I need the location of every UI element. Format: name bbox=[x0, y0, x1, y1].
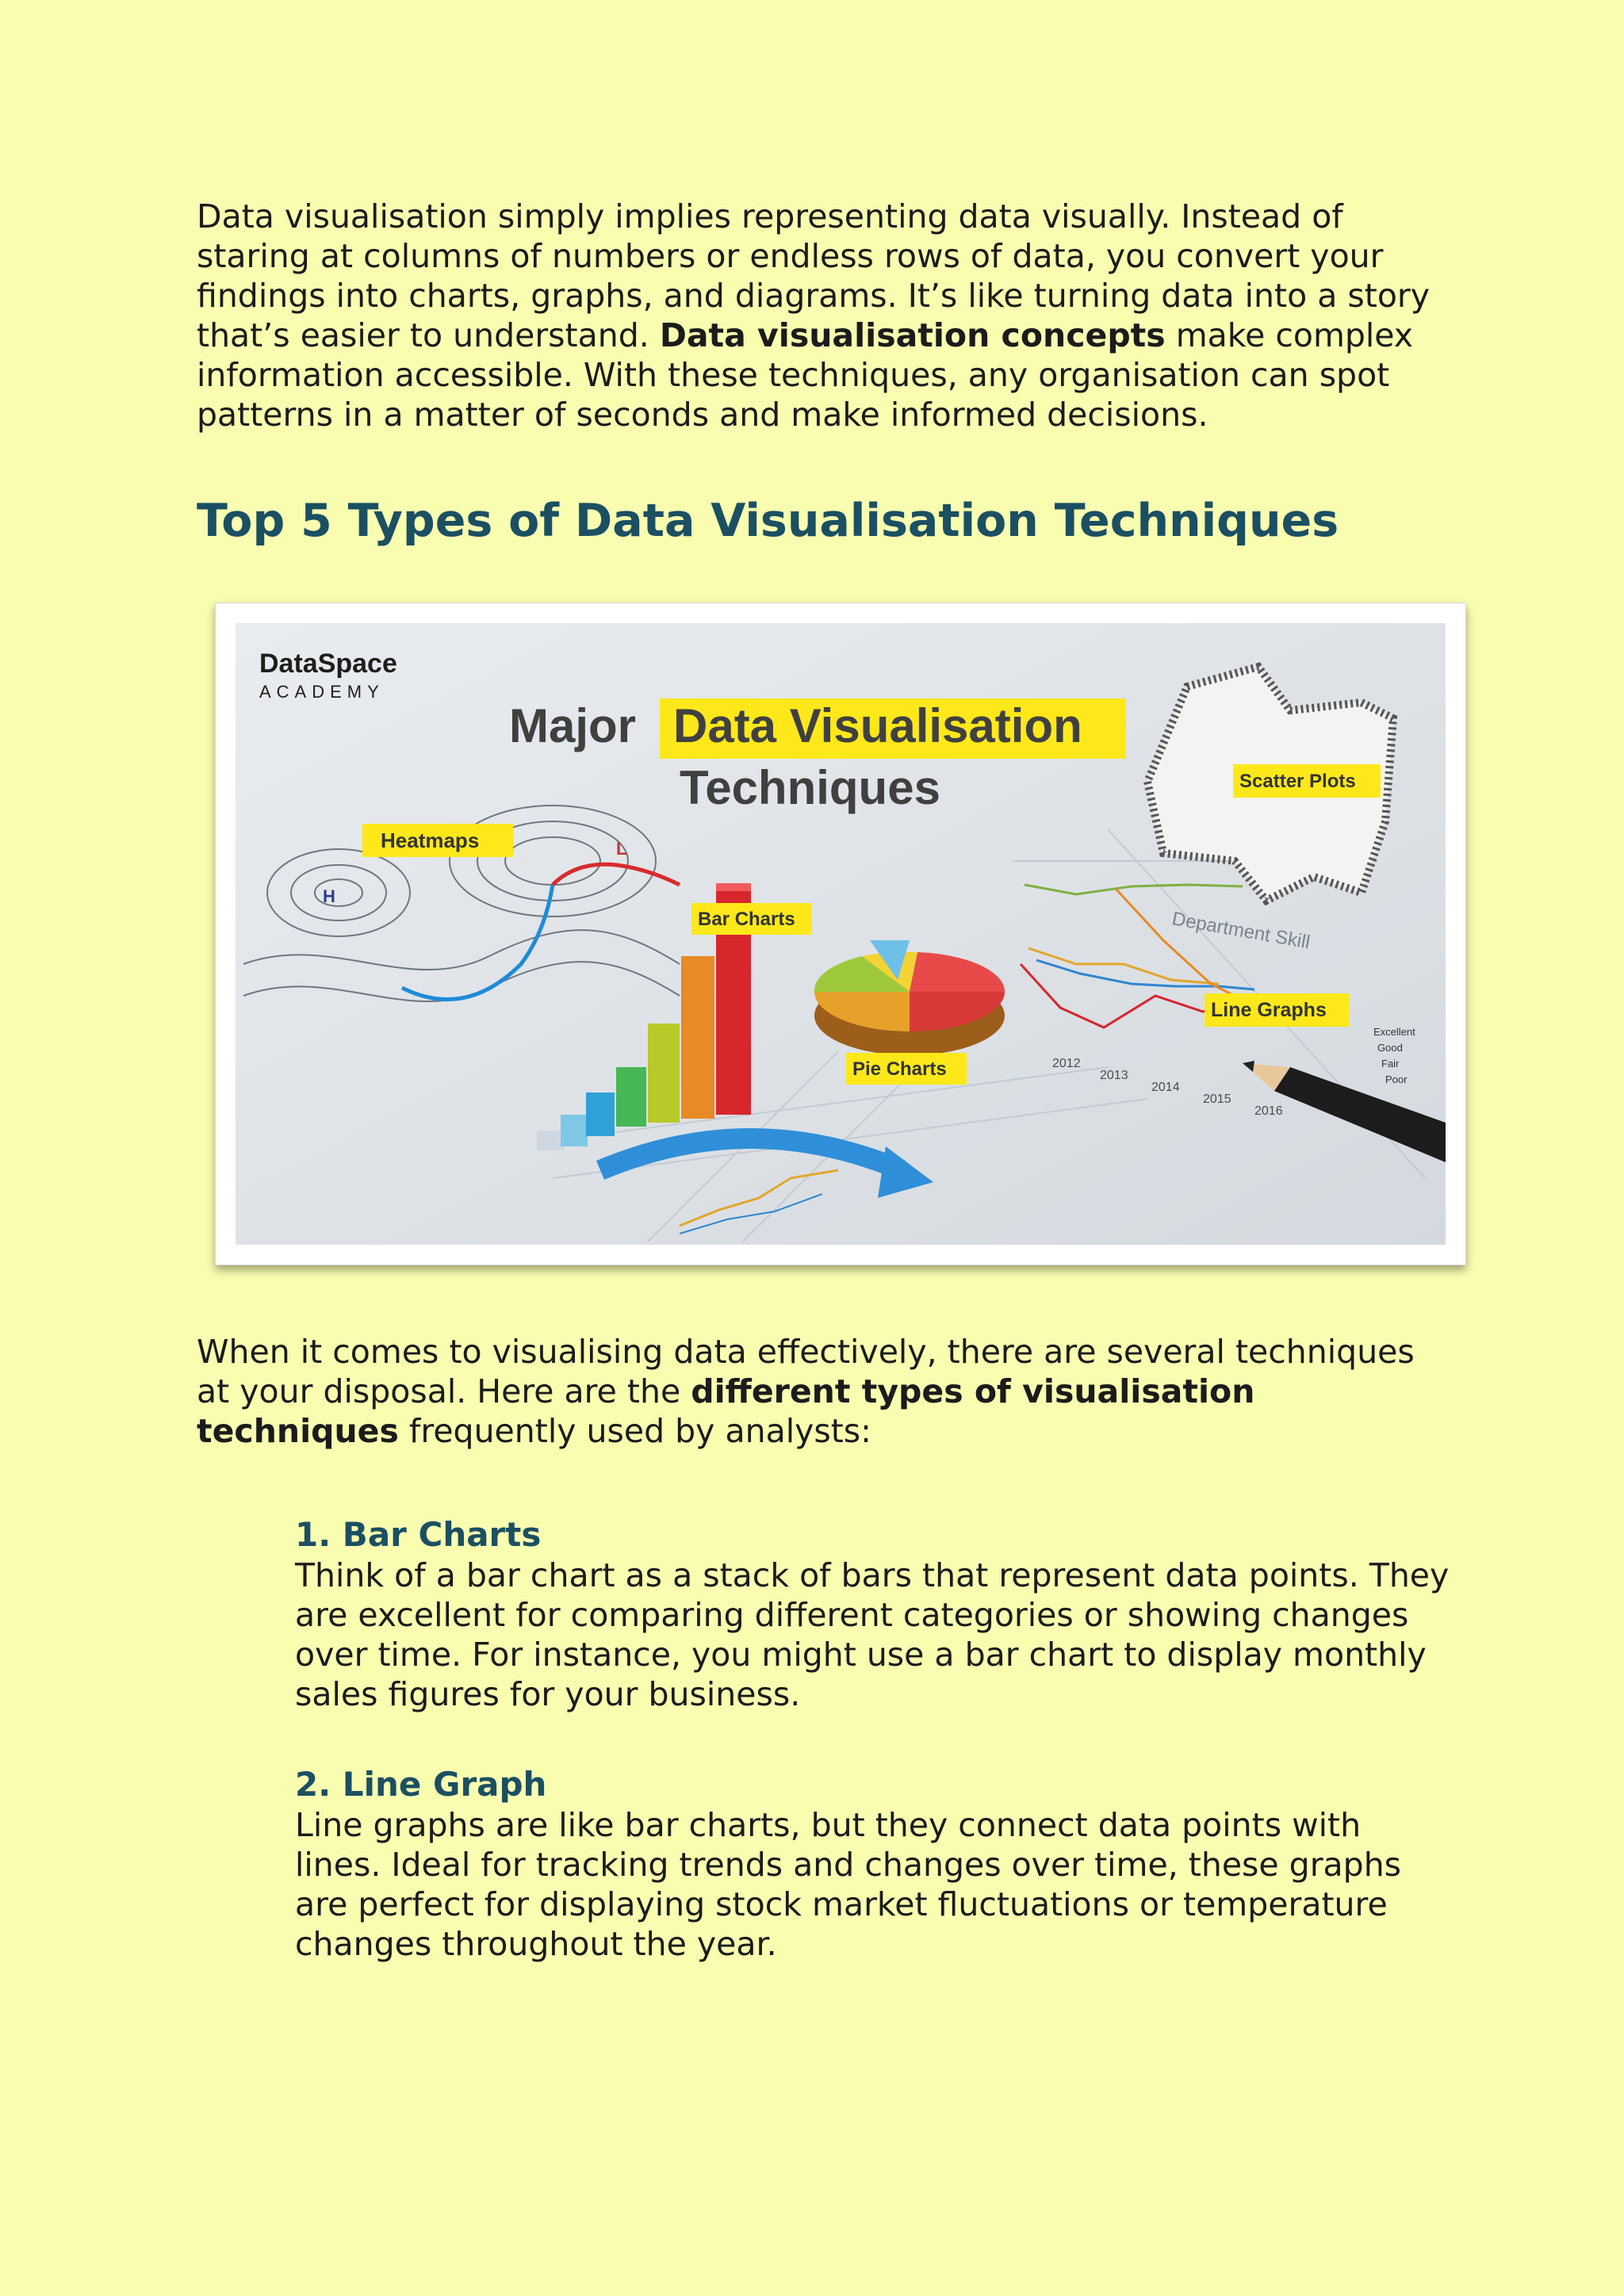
intro-text-2: make complex information accessible. With these techniques, any organisation can spot patterns in a matter of seconds and make informed decisions. bbox=[197, 316, 1414, 434]
item-title: 2. Line Graph bbox=[295, 1765, 547, 1804]
intro-bold-text: Data visualisation concepts bbox=[659, 316, 1166, 354]
label-pie-charts: Pie Charts bbox=[852, 1058, 947, 1080]
intro-paragraph bbox=[197, 197, 1450, 434]
label-line-graphs: Line Graphs bbox=[1211, 999, 1327, 1021]
para2-text-2: frequently used by analysts: bbox=[398, 1412, 871, 1450]
title-major: Major bbox=[509, 699, 637, 752]
svg-text:Fair: Fair bbox=[1381, 1058, 1400, 1070]
svg-text:Poor: Poor bbox=[1385, 1073, 1408, 1085]
list-item-bar-charts bbox=[295, 1514, 1453, 1714]
svg-text:2016: 2016 bbox=[1254, 1104, 1283, 1118]
label-heatmaps: Heatmaps bbox=[381, 828, 480, 852]
section-heading: Top 5 Types of Data Visualisation Techniques bbox=[197, 495, 1339, 547]
item-text: Think of a bar chart as a stack of bars that represent data points. They are excellent for comparing different categories or showing changes over time. For instance, you might use a bar chart to display monthly sales figures for your business. bbox=[295, 1556, 1450, 1713]
label-scatter-plots: Scatter Plots bbox=[1239, 771, 1356, 792]
svg-text:2013: 2013 bbox=[1100, 1069, 1128, 1082]
techniques-intro-paragraph bbox=[197, 1332, 1450, 1451]
item-text: Line graphs are like bar charts, but they connect data points with lines. Ideal for tracking trends and changes over time, these graphs are perfect for displaying stock market fluctuations or temperature changes throughout the year. bbox=[295, 1806, 1402, 1963]
infographic-image bbox=[236, 623, 1446, 1245]
para2-bold-text: different types of visualisation techniques bbox=[197, 1372, 1255, 1450]
para2-text-1: When it comes to visualising data effectively, there are several techniques at your disposal. Here are the bbox=[197, 1333, 1415, 1410]
svg-text:L: L bbox=[616, 839, 627, 859]
brand-subtitle: ACADEMY bbox=[259, 682, 385, 702]
title-highlight: Data Visualisation bbox=[673, 699, 1082, 752]
label-bar-charts: Bar Charts bbox=[698, 909, 795, 930]
svg-text:2014: 2014 bbox=[1151, 1081, 1180, 1094]
svg-text:Good: Good bbox=[1377, 1042, 1403, 1054]
intro-text-1: Data visualisation simply implies representing data visually. Instead of staring at columns of numbers or endless rows of data, you convert your findings into charts, graphs, and diagrams. It’s like turning data into a story that’s easier to understand. bbox=[197, 197, 1431, 354]
infographic-figure bbox=[215, 603, 1466, 1265]
title-line-2: Techniques bbox=[680, 761, 940, 814]
map-text: Department Skill bbox=[1170, 908, 1312, 954]
svg-text:Excellent: Excellent bbox=[1373, 1026, 1415, 1038]
svg-text:H: H bbox=[323, 886, 335, 906]
brand-name: DataSpace bbox=[259, 649, 397, 679]
svg-text:2015: 2015 bbox=[1203, 1093, 1231, 1106]
list-item-line-graph bbox=[295, 1764, 1453, 1964]
item-title: 1. Bar Charts bbox=[295, 1515, 542, 1554]
svg-text:2012: 2012 bbox=[1052, 1057, 1081, 1070]
